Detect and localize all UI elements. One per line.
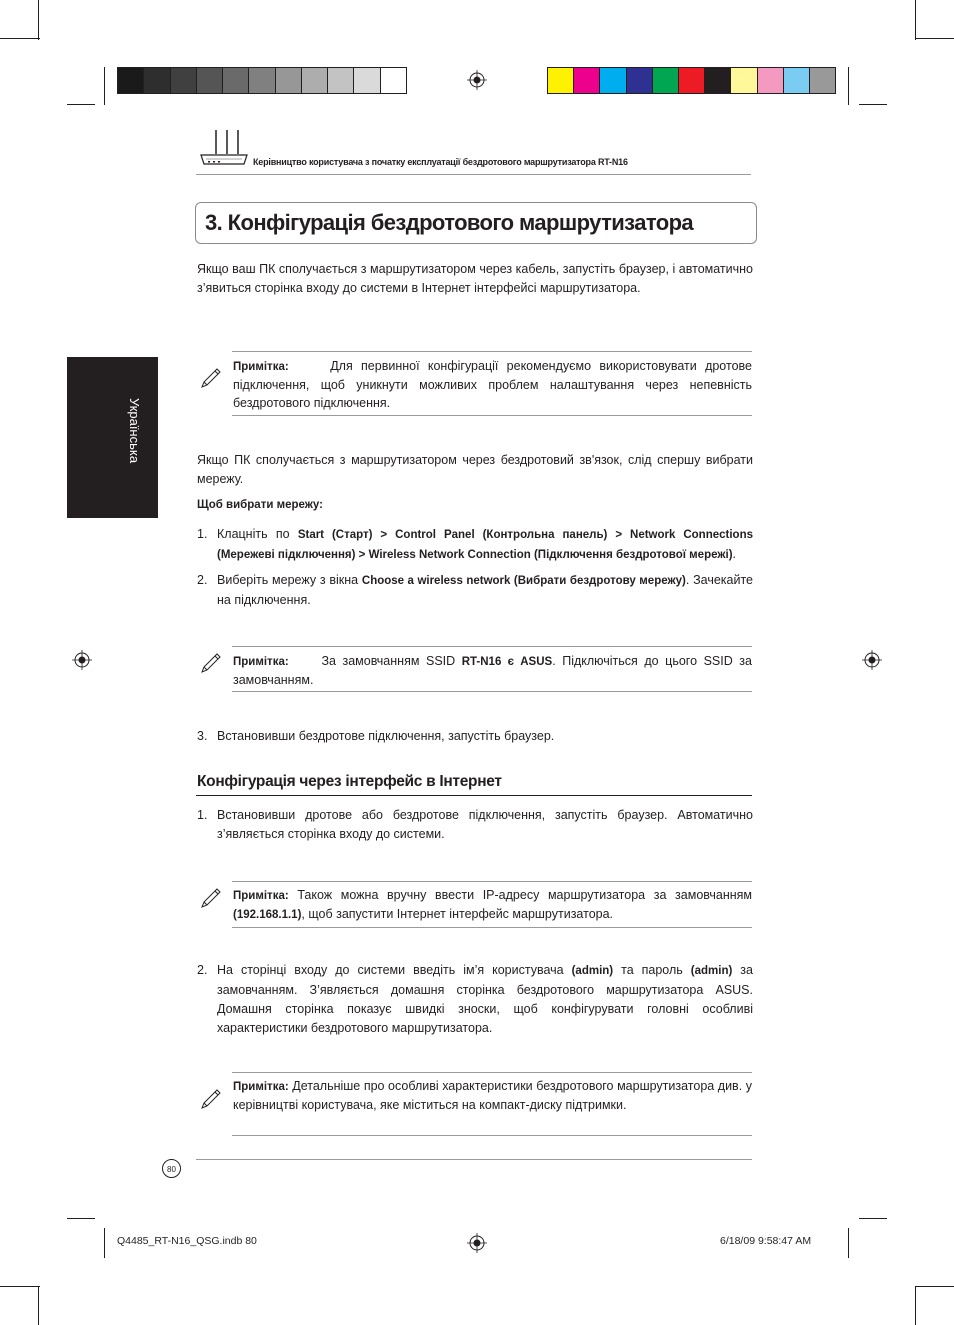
page-title: 3. Конфігурація бездротового маршрутизатора [205, 210, 694, 235]
slug-timestamp: 6/18/09 9:58:47 AM [720, 1235, 812, 1247]
note-box [196, 351, 752, 416]
color-swatch [627, 68, 653, 93]
step-text: Встановивши бездротове підключення, запустіть браузер. [217, 729, 555, 743]
color-swatch [144, 68, 170, 93]
page-number: 80 [162, 1159, 181, 1178]
crop-mark [859, 104, 887, 105]
step-number: 1. [197, 527, 208, 541]
window-name: Choose a wireless network (Вибрати бездротову мережу) [361, 575, 686, 587]
process-color-bar [547, 67, 836, 94]
language-label: Українська [127, 398, 142, 464]
crop-mark [915, 0, 916, 40]
color-swatch [276, 68, 302, 93]
crop-mark [859, 1218, 887, 1219]
note-box [196, 1072, 752, 1136]
color-swatch [705, 68, 731, 93]
color-swatch [223, 68, 249, 93]
note-label: Примітка: [233, 656, 289, 668]
color-swatch [653, 68, 679, 93]
procedure-heading: Щоб вибрати мережу: [197, 499, 324, 511]
color-swatch [548, 68, 574, 93]
note-rule [232, 646, 752, 647]
color-swatch [600, 68, 626, 93]
step-number: 2. [197, 963, 208, 977]
default-username: (admin) [571, 965, 614, 977]
crop-mark [0, 38, 40, 39]
step-number: 1. [197, 808, 208, 822]
step-text: Виберіть мережу з вікна Choose a wireless network (Вибрати бездротову мережу). Зачекайте на підключення. [217, 573, 753, 607]
registration-mark-icon [72, 650, 92, 670]
note-rule [232, 351, 752, 352]
note-label: Примітка: [233, 890, 289, 902]
menu-path: Start (Старт) > Control Panel (Контрольна панель) > Network Connections (Мережеві підключення) > Wireless Network Connection (Підключення бездротової мережі) [217, 529, 753, 561]
step-text: Клацніть по Start (Старт) > Control Panel (Контрольна панель) > Network Connections (Мережеві підключення) > Wireless Network Connection (Підключення бездротової мережі). [217, 527, 753, 561]
default-password: (admin) [690, 965, 733, 977]
note-text: Примітка: За замовчанням SSID RT-N16 є ASUS. Підключіться до цього SSID за замовчанням. [233, 654, 752, 687]
color-swatch [197, 68, 223, 93]
crop-mark [915, 1286, 954, 1287]
color-swatch [249, 68, 275, 93]
router-icon [198, 128, 250, 170]
note-rule [232, 691, 752, 692]
pen-icon [200, 887, 222, 909]
subheading-rule [196, 795, 752, 796]
intro-paragraph: Якщо ваш ПК сполучається з маршрутизатором через кабель, запустіть браузер, і автоматично з’явиться сторінка входу до системи в Інтернет інтерфейсі маршрутизатора. [197, 262, 753, 295]
grayscale-color-bar [117, 67, 407, 94]
color-swatch [302, 68, 328, 93]
color-swatch [354, 68, 380, 93]
wireless-intro-paragraph: Якщо ПК сполучається з маршрутизатором через бездротовий зв'язок, слід спершу вибрати мережу. [197, 453, 753, 486]
ip-address: (192.168.1.1) [233, 909, 302, 921]
note-text: Примітка: Для первинної конфігурації рекомендуємо використовувати дротове підключення, щоб уникнути можливих проблем налаштування через непевність бездротового підключення. [233, 359, 752, 410]
crop-mark [67, 104, 95, 105]
registration-mark-icon [862, 650, 882, 670]
pen-icon [200, 1088, 222, 1110]
step-text: На сторінці входу до системи введіть ім’я користувача (admin) та пароль (admin) за замовчанням. З’являється домашня сторінка бездротового маршрутизатора ASUS. Домашня сторінка показує швидкі зноски, щоб конфігурувати головні особливі характеристики бездротового маршрутизатора. [217, 963, 753, 1035]
note-rule [232, 1072, 752, 1073]
crop-mark [104, 1228, 105, 1258]
step-number: 3. [197, 729, 208, 743]
color-swatch [731, 68, 757, 93]
crop-mark [38, 1287, 39, 1325]
color-swatch [118, 68, 144, 93]
note-rule [232, 881, 752, 882]
step-text: Встановивши дротове або бездротове підключення, запустіть браузер. Автоматично з’являється сторінка входу до системи. [217, 808, 753, 841]
section-subheading: Конфігурація через інтерфейс в Інтернет [197, 773, 502, 790]
slug-filename: Q4485_RT-N16_QSG.indb 80 [117, 1235, 257, 1247]
note-rule [232, 415, 752, 416]
crop-mark [915, 1287, 916, 1325]
color-swatch [171, 68, 197, 93]
footer-rule [196, 1159, 752, 1160]
color-swatch [574, 68, 600, 93]
note-label: Примітка: [233, 1081, 289, 1093]
pen-icon [200, 652, 222, 674]
crop-mark [848, 67, 849, 105]
note-label: Примітка: [233, 361, 289, 373]
registration-mark-icon [467, 1233, 487, 1253]
color-swatch [784, 68, 810, 93]
crop-mark [848, 1228, 849, 1258]
crop-mark [67, 1218, 95, 1219]
step-number: 2. [197, 573, 208, 587]
registration-mark-icon [467, 70, 487, 90]
color-swatch [381, 68, 406, 93]
crop-mark [915, 38, 954, 39]
crop-mark [104, 67, 105, 105]
note-rule [232, 927, 752, 928]
note-rule [232, 1135, 752, 1136]
running-header: Керівництво користувача з початку експлуатації бездротового маршрутизатора RT-N16 [253, 157, 628, 167]
header-rule [196, 174, 751, 175]
language-side-tab [67, 357, 158, 518]
crop-mark [0, 1286, 40, 1287]
pen-icon [200, 367, 222, 389]
note-box [196, 881, 752, 928]
note-text: Примітка: Також можна вручну ввести IP-адресу маршрутизатора за замовчанням (192.168.1.1), щоб запустити Інтернет інтерфейс маршрутизатора. [233, 888, 752, 921]
color-swatch [810, 68, 835, 93]
color-swatch [679, 68, 705, 93]
ssid-value: RT-N16 є ASUS [461, 656, 553, 668]
color-swatch [758, 68, 784, 93]
note-text: Примітка: Детальніше про особливі характеристики бездротового маршрутизатора див. у керівництві користувача, яке міститься на компакт-диску підтримки. [233, 1079, 752, 1112]
color-swatch [328, 68, 354, 93]
note-box [196, 646, 752, 692]
crop-mark [38, 0, 39, 40]
